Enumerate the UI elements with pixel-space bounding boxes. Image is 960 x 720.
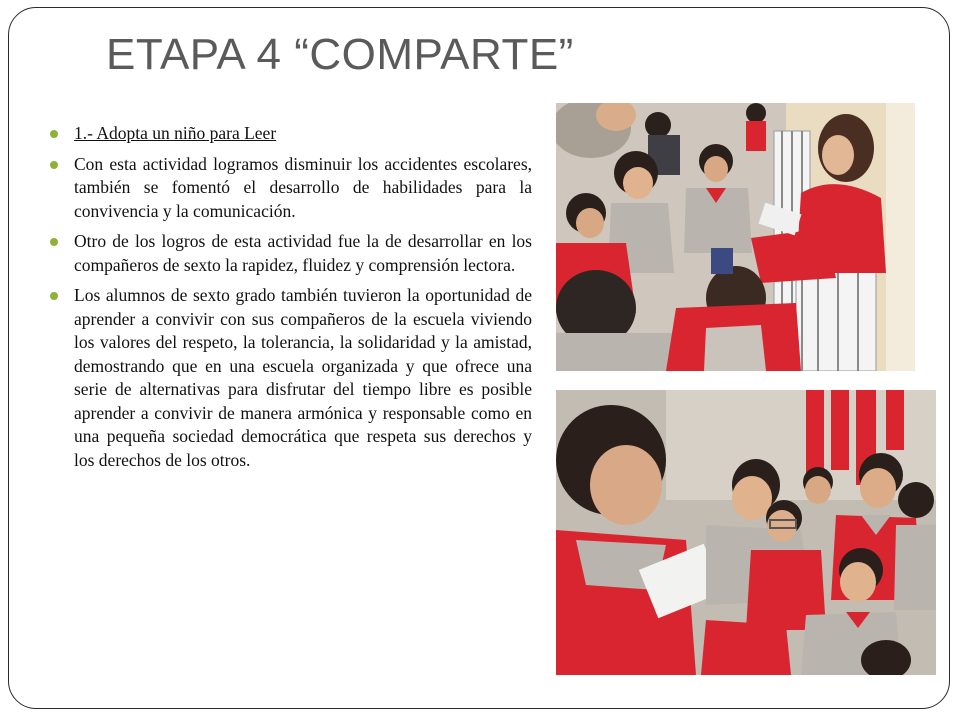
bullet-list	[48, 122, 532, 479]
bullet-icon	[50, 238, 58, 246]
bullet-item	[48, 284, 532, 472]
photo-children-reading-bench	[556, 103, 915, 371]
bullet-item	[48, 153, 532, 224]
bullet-text: Los alumnos de sexto grado también tuvieron la oportunidad de aprender a convivir con sus compañeros de la escuela viviendo los valores del respeto, la tolerancia, la solidaridad y la amistad, demostrando que en una escuela organizada y que ofrece una serie de alternativas para disfrutar del tiempo libre es posible aprender a convivir de manera armónica y responsable como en una pequeña sociedad democrática que respeta sus derechos y los derechos de los otros.	[74, 285, 532, 470]
bullet-icon	[50, 292, 58, 300]
bullet-item	[48, 122, 532, 146]
bullet-item	[48, 230, 532, 277]
bullet-icon	[50, 130, 58, 138]
bullet-icon	[50, 161, 58, 169]
bullet-text: Con esta actividad logramos disminuir los accidentes escolares, también se fomentó el desarrollo de habilidades para la convivencia y la comunicación.	[74, 153, 532, 221]
bullet-text: 1.- Adopta un niño para Leer	[74, 123, 277, 143]
bullet-text: Otro de los logros de esta actividad fue la de desarrollar en los compañeros de sexto la rapidez, fluidez y comprensión lectora.	[74, 231, 532, 275]
photo-children-group	[556, 390, 936, 675]
slide-title: ETAPA 4 “COMPARTE”	[106, 30, 574, 79]
